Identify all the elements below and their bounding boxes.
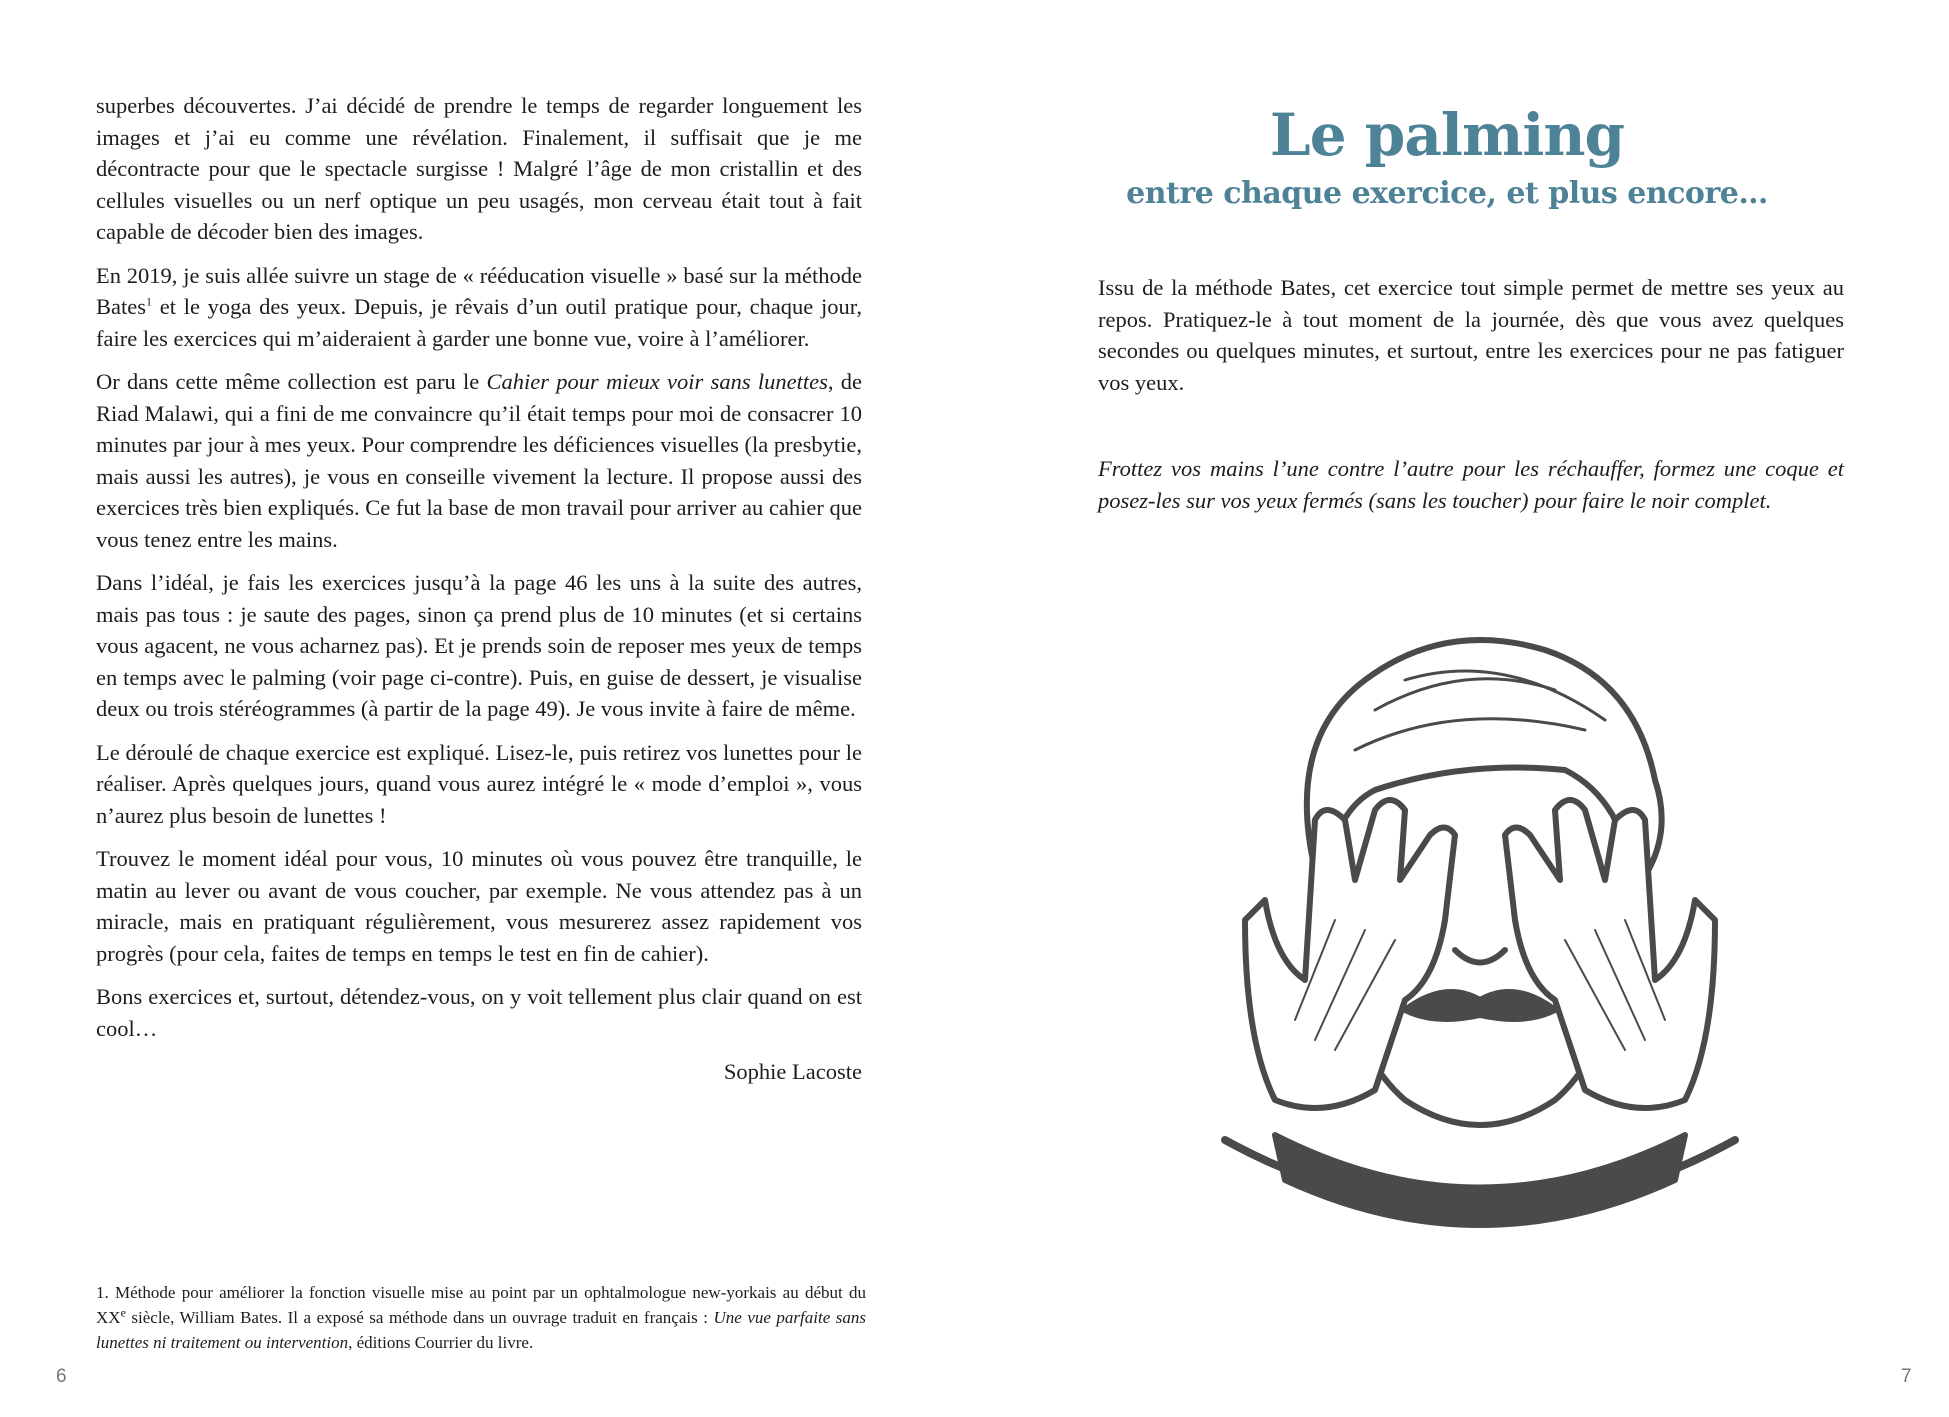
book-title: Cahier pour mieux voir sans lunettes — [486, 369, 828, 394]
footnote-ref[interactable]: 1 — [146, 294, 152, 309]
paragraph: Dans l’idéal, je fais les exercices jusqu’à la page 46 les uns à la suite des autres, mais pas tous : je saute des pages, sinon ça prend plus de 10 minutes (et si certains vous agacent, ne vous acharnez pas). Et je prends soin de reposer mes yeux de temps en temps avec le palming (voir page ci-contre). Puis, en guise de dessert, je visualise deux ou trois stéréogrammes (à partir de la page 49). Je vous invite à faire de même. — [96, 570, 862, 721]
instruction-paragraph: Frottez vos mains l’une contre l’autre pour les réchauffer, formez une coque et posez-les sur vos yeux fermés (sans les toucher) pour faire le noir complet. — [1098, 456, 1844, 513]
text: 1. Méthode pour améliorer la fonction visuelle mise au point par un ophtalmologue new-yorkais au début du XX — [96, 1283, 866, 1327]
text: En 2019, je suis allée suivre un stage de « rééducation visuelle » basé sur la méthode Bates — [96, 262, 862, 319]
right-hand — [1505, 800, 1715, 1108]
text: et le yoga des yeux. Depuis, je rêvais d’un outil pratique pour, chaque jour, faire les exercices qui m’aideraient à garder une bonne vue, voire à l’améliorer. — [96, 294, 862, 351]
right-page — [975, 0, 1949, 1417]
page-title: Le palming — [1269, 101, 1625, 169]
text: , de Riad Malawi, qui a fini de me convaincre qu’il était temps pour moi de consacrer 10 minutes par jour à mes yeux. Pour comprendre les déficiences visuelles (la presbytie, mais aussi les autres), je vous en conseille vivement la lecture. Il propose aussi des exercices très bien expliqués. Ce fut la base de mon travail pour arriver au cahier que vous tenez entre les mains. — [96, 369, 863, 552]
paragraph: Trouvez le moment idéal pour vous, 10 minutes où vous pouvez être tranquille, le matin au lever ou avant de vous coucher, par exemple. Ne vous attendez pas à un miracle, mais en pratiquant régulièrement, vous mesurerez assez rapidement vos progrès (pour cela, faites de temps en temps le test en fin de cahier). — [96, 846, 862, 966]
paragraph — [96, 366, 862, 555]
paragraph: Bons exercices et, surtout, détendez-vous, on y voit tellement plus clair quand on est cool… — [96, 984, 862, 1041]
footnote — [96, 1280, 866, 1355]
text: siècle, William Bates. Il a exposé sa méthode dans un ouvrage traduit en français : — [125, 1308, 714, 1327]
signature: Sophie Lacoste — [723, 1059, 862, 1084]
paragraph: Le déroulé de chaque exercice est expliqué. Lisez-le, puis retirez vos lunettes pour le réaliser. Après quelques jours, quand vous aurez intégré le « mode d’emploi », vous n’aurez plus besoin de lunettes ! — [96, 739, 862, 828]
paragraph: superbes découvertes. J’ai décidé de prendre le temps de regarder longuement les images et j’ai eu comme une révélation. Finalement, il suffisait que je me décontracte pour que le spectacle surgisse ! Malgré l’âge de mon cristallin et des cellules visuelles ou un nerf optique un peu usagés, mon cerveau était tout à fait capable de décoder bien des images. — [96, 93, 862, 244]
page-number: 7 — [1901, 1366, 1912, 1387]
page-number: 6 — [56, 1366, 67, 1387]
palming-illustration — [1205, 620, 1755, 1260]
paragraph — [96, 260, 862, 355]
nose — [1455, 950, 1505, 963]
preface-text — [96, 90, 862, 1088]
book-title: Une vue parfaite sans lunettes ni traitement ou intervention — [96, 1308, 866, 1352]
intro-paragraph: Issu de la méthode Bates, cet exercice tout simple permet de mettre ses yeux au repos. Pratiquez-le à tout moment de la journée, dès que vous avez quelques secondes ou quelques minutes, et surtout, entre les exercices pour ne pas fatiguer vos yeux. — [1098, 275, 1844, 395]
text: Or dans cette même collection est paru le — [96, 369, 487, 394]
superscript: e — [120, 1305, 126, 1320]
shirt-band — [1275, 1135, 1685, 1225]
left-hand — [1245, 800, 1455, 1108]
page-subtitle: entre chaque exercice, et plus encore… — [1126, 176, 1768, 211]
mustache — [1405, 992, 1555, 1019]
text: , éditions Courrier du livre. — [348, 1333, 534, 1352]
